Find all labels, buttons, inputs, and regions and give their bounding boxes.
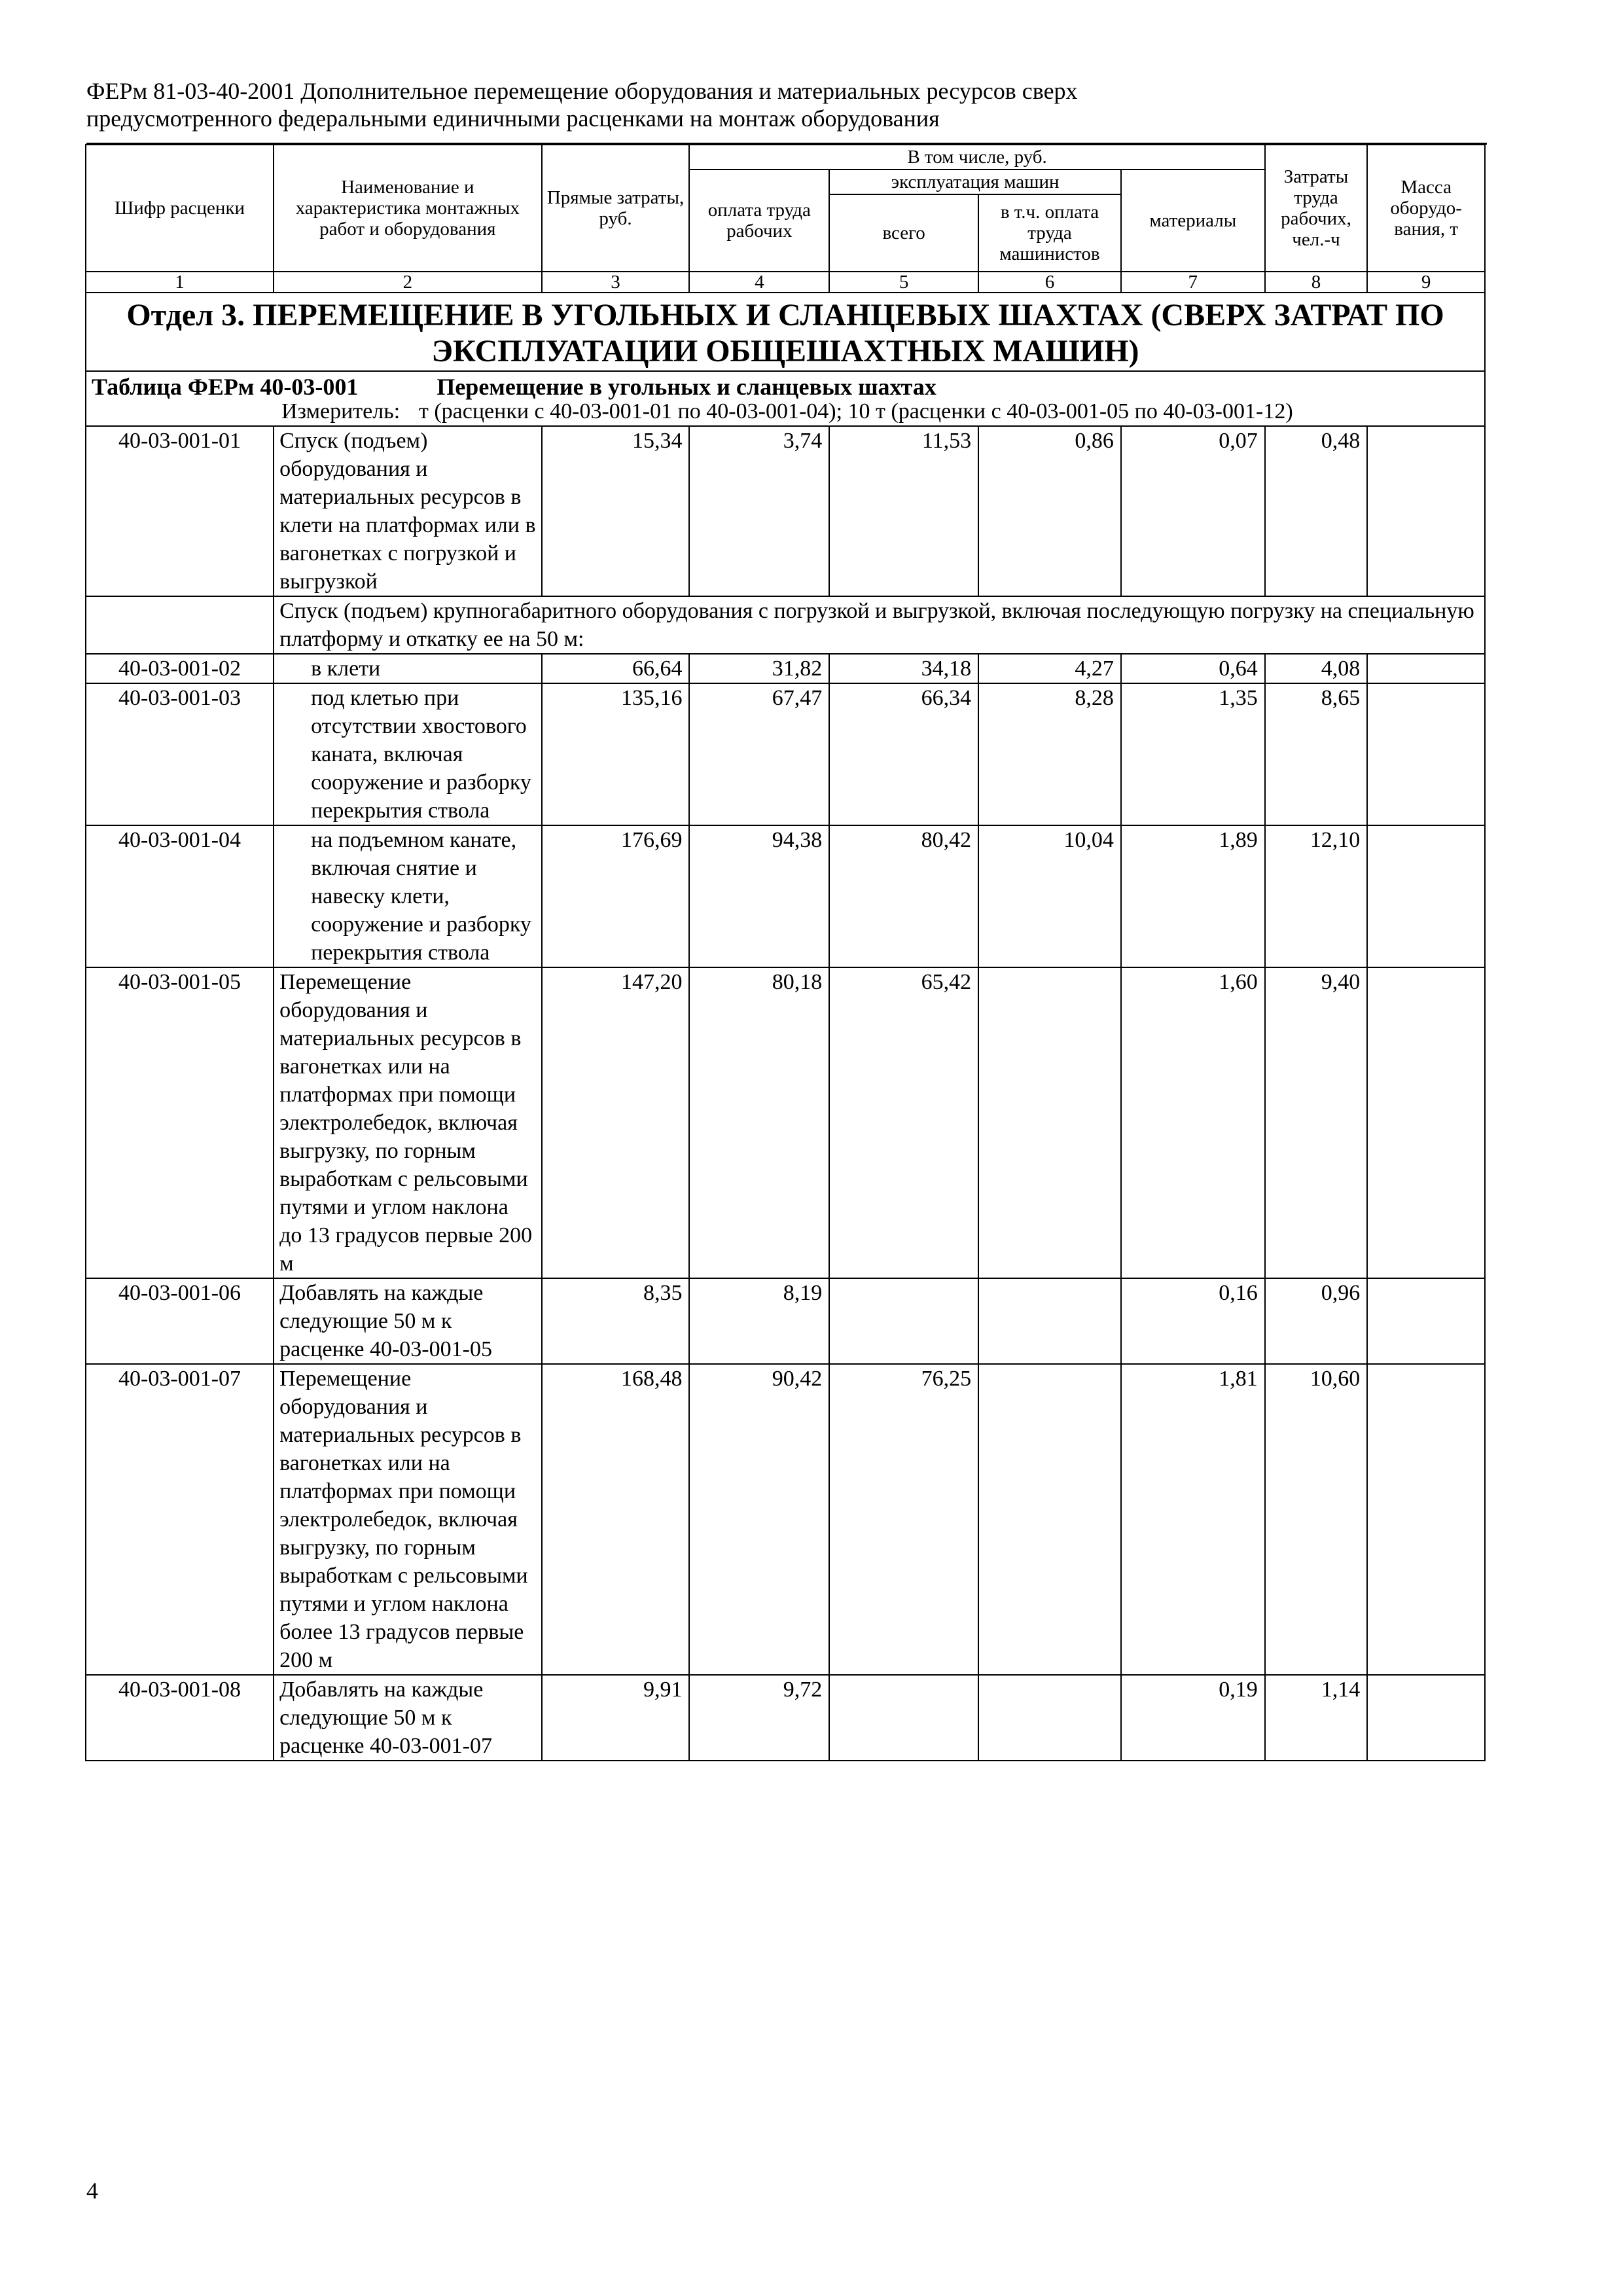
rate-name: на подъемном канате, включая снятие и навеску клети, сооружение и разборку перекрытия ствола [274, 825, 542, 967]
equipment-mass [1367, 654, 1485, 683]
direct-cost: 168,48 [542, 1364, 690, 1675]
header-line-2: предусмотренного федеральными единичными расценками на монтаж оборудования [86, 105, 940, 132]
wages: 9,72 [689, 1675, 829, 1761]
group-row [86, 596, 1485, 654]
rate-name: Спуск (подъем) оборудования и материальных ресурсов в клети на платформах или в вагонетках с погрузкой и выгрузкой [274, 426, 542, 596]
machines-total [829, 1675, 978, 1761]
header-line-1: ФЕРм 81-03-40-2001 Дополнительное перемещение оборудования и материальных ресурсов сверх [86, 78, 1078, 104]
labor-cost: 12,10 [1265, 825, 1368, 967]
machines-total: 76,25 [829, 1364, 978, 1675]
table-row [86, 654, 1485, 683]
machines-total [829, 1278, 978, 1364]
col-number: 2 [274, 272, 542, 293]
rate-code: 40-03-001-08 [86, 1675, 274, 1761]
machinists-wages: 10,04 [978, 825, 1121, 967]
table-row [86, 825, 1485, 967]
wages: 31,82 [689, 654, 829, 683]
rate-code: 40-03-001-04 [86, 825, 274, 967]
rate-code: 40-03-001-03 [86, 683, 274, 825]
col-direct-header: Прямые затраты, руб. [542, 145, 690, 272]
labor-cost: 4,08 [1265, 654, 1368, 683]
col-number: 3 [542, 272, 690, 293]
table-row [86, 683, 1485, 825]
machinists-wages [978, 1364, 1121, 1675]
rate-code: 40-03-001-07 [86, 1364, 274, 1675]
equipment-mass [1367, 683, 1485, 825]
col-including-header: В том числе, руб. [689, 145, 1264, 170]
materials: 0,64 [1121, 654, 1265, 683]
measure-text: т (расценки с 40-03-001-01 по 40-03-001-04); 10 т (расценки с 40-03-001-05 по 40-03-001-12) [419, 399, 1293, 423]
labor-cost: 0,96 [1265, 1278, 1368, 1364]
col-number: 7 [1121, 272, 1265, 293]
group-text: Спуск (подъем) крупногабаритного оборудования с погрузкой и выгрузкой, включая последующую погрузку на специальную платформу и откатку ее на 50 м: [274, 596, 1485, 654]
equipment-mass [1367, 426, 1485, 596]
direct-cost: 8,35 [542, 1278, 690, 1364]
col-number: 5 [829, 272, 978, 293]
wages: 80,18 [689, 967, 829, 1278]
section-title: Отдел 3. ПЕРЕМЕЩЕНИЕ В УГОЛЬНЫХ И СЛАНЦЕВЫХ ШАХТАХ (СВЕРХ ЗАТРАТ ПО ЭКСПЛУАТАЦИИ ОБЩЕШАХТНЫХ МАШИН) [86, 293, 1485, 371]
materials: 1,35 [1121, 683, 1265, 825]
labor-cost: 0,48 [1265, 426, 1368, 596]
materials: 1,60 [1121, 967, 1265, 1278]
direct-cost: 176,69 [542, 825, 690, 967]
rate-name: под клетью при отсутствии хвостового каната, включая сооружение и разборку перекрытия ствола [274, 683, 542, 825]
direct-cost: 147,20 [542, 967, 690, 1278]
rate-code: 40-03-001-01 [86, 426, 274, 596]
machines-total: 11,53 [829, 426, 978, 596]
col-machinists-header: в т.ч. оплата труда машинистов [978, 194, 1121, 272]
rate-name: Перемещение оборудования и материальных ресурсов в вагонетках или на платформах при помощи электролебедок, включая выгрузку, по горным выработкам с рельсовыми путями и углом наклона до 13 градусов первые 200 м [274, 967, 542, 1278]
col-number: 9 [1367, 272, 1485, 293]
machinists-wages: 8,28 [978, 683, 1121, 825]
equipment-mass [1367, 1364, 1485, 1675]
col-number: 8 [1265, 272, 1368, 293]
col-mass-header: Масса оборудо-вания, т [1367, 145, 1485, 272]
materials: 0,07 [1121, 426, 1265, 596]
page-number: 4 [86, 2178, 98, 2204]
wages: 8,19 [689, 1278, 829, 1364]
direct-cost: 135,16 [542, 683, 690, 825]
labor-cost: 9,40 [1265, 967, 1368, 1278]
rate-name: Перемещение оборудования и материальных ресурсов в вагонетках или на платформах при помощи электролебедок, включая выгрузку, по горным выработкам с рельсовыми путями и углом наклона более 13 градусов первые 200 м [274, 1364, 542, 1675]
machinists-wages [978, 1278, 1121, 1364]
col-code-header: Шифр расценки [86, 145, 274, 272]
col-materials-header: материалы [1121, 170, 1265, 272]
rate-code: 40-03-001-05 [86, 967, 274, 1278]
col-name-header: Наименование и характеристика монтажных работ и оборудования [274, 145, 542, 272]
equipment-mass [1367, 1675, 1485, 1761]
materials: 1,89 [1121, 825, 1265, 967]
labor-cost: 10,60 [1265, 1364, 1368, 1675]
machines-total: 80,42 [829, 825, 978, 967]
wages: 67,47 [689, 683, 829, 825]
rate-name: в клети [274, 654, 542, 683]
equipment-mass [1367, 967, 1485, 1278]
document-header [86, 77, 1487, 132]
rate-code: 40-03-001-02 [86, 654, 274, 683]
col-number: 6 [978, 272, 1121, 293]
machines-total: 65,42 [829, 967, 978, 1278]
table-row [86, 1364, 1485, 1675]
machines-total: 66,34 [829, 683, 978, 825]
direct-cost: 15,34 [542, 426, 690, 596]
direct-cost: 66,64 [542, 654, 690, 683]
col-machines-header: эксплуатация машин [829, 170, 1121, 194]
col-machines-total-header: всего [829, 194, 978, 272]
labor-cost: 8,65 [1265, 683, 1368, 825]
rate-name: Добавлять на каждые следующие 50 м к расценке 40-03-001-05 [274, 1278, 542, 1364]
equipment-mass [1367, 825, 1485, 967]
col-labor-header: Затраты труда рабочих, чел.-ч [1265, 145, 1368, 272]
wages: 90,42 [689, 1364, 829, 1675]
machinists-wages: 0,86 [978, 426, 1121, 596]
measure-label: Измеритель: [281, 399, 401, 423]
equipment-mass [1367, 1278, 1485, 1364]
table-row [86, 426, 1485, 596]
col-number: 4 [689, 272, 829, 293]
machinists-wages [978, 967, 1121, 1278]
rates-table [85, 144, 1486, 1761]
direct-cost: 9,91 [542, 1675, 690, 1761]
machinists-wages [978, 1675, 1121, 1761]
labor-cost: 1,14 [1265, 1675, 1368, 1761]
table-caption [86, 371, 1485, 399]
rate-code: 40-03-001-06 [86, 1278, 274, 1364]
wages: 94,38 [689, 825, 829, 967]
rate-name: Добавлять на каждые следующие 50 м к расценке 40-03-001-07 [274, 1675, 542, 1761]
table-title: Перемещение в угольных и сланцевых шахтах [437, 374, 936, 400]
machinists-wages: 4,27 [978, 654, 1121, 683]
table-row [86, 1278, 1485, 1364]
table-row [86, 967, 1485, 1278]
materials: 0,16 [1121, 1278, 1265, 1364]
col-number: 1 [86, 272, 274, 293]
wages: 3,74 [689, 426, 829, 596]
table-row [86, 1675, 1485, 1761]
materials: 1,81 [1121, 1364, 1265, 1675]
measure-row [86, 399, 1485, 426]
machines-total: 34,18 [829, 654, 978, 683]
table-code: Таблица ФЕРм 40-03-001 [92, 374, 359, 400]
col-wages-header: оплата труда рабочих [689, 170, 829, 272]
materials: 0,19 [1121, 1675, 1265, 1761]
